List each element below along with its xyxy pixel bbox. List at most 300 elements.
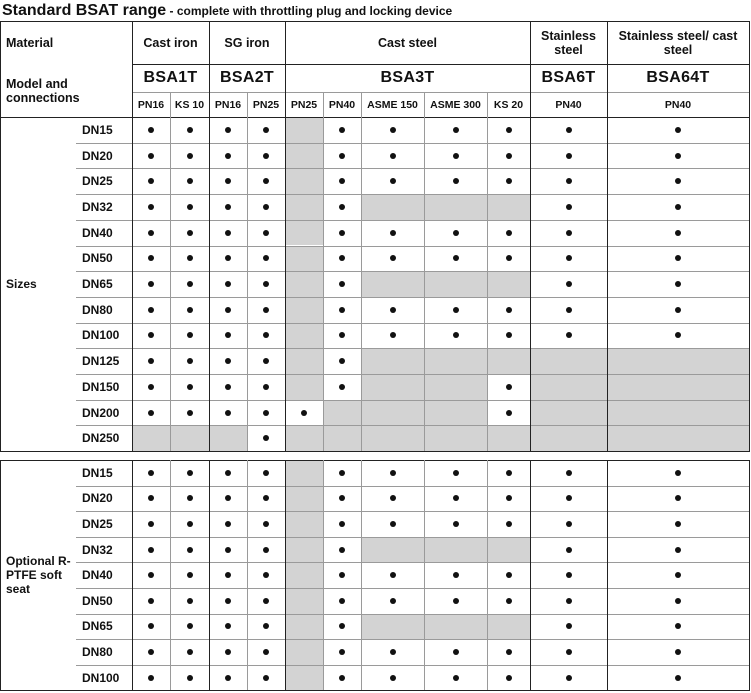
unavailable-cell [487, 271, 530, 297]
grid-line [170, 460, 171, 690]
available-dot [339, 153, 345, 159]
available-dot [225, 178, 231, 184]
available-dot [187, 675, 193, 681]
available-dot [506, 153, 512, 159]
available-dot [566, 598, 572, 604]
available-dot [148, 178, 154, 184]
grid-line [424, 117, 425, 451]
available-dot [390, 307, 396, 313]
size-label: DN40 [82, 225, 113, 240]
unavailable-cell [285, 117, 323, 143]
available-dot [675, 521, 681, 527]
available-dot [675, 230, 681, 236]
available-dot [390, 675, 396, 681]
material-label: Material [6, 35, 54, 50]
grid-line [247, 117, 248, 451]
available-dot [339, 470, 345, 476]
available-dot [339, 384, 345, 390]
material-header: Stainless steel/ cast steel [618, 28, 738, 57]
size-label: DN65 [82, 619, 113, 634]
grid-line [607, 460, 608, 690]
available-dot [148, 495, 154, 501]
grid-line [323, 92, 324, 117]
grid-line [0, 460, 750, 461]
available-dot [225, 598, 231, 604]
grid-line [0, 460, 1, 690]
grid-line [530, 21, 531, 117]
available-dot [225, 153, 231, 159]
material-header: Cast steel [377, 35, 438, 50]
available-dot [263, 384, 269, 390]
size-label: DN50 [82, 251, 113, 266]
available-dot [225, 675, 231, 681]
available-dot [225, 521, 231, 527]
grid-line [323, 117, 324, 451]
grid-line [76, 639, 750, 640]
connection-header: PN25 [252, 98, 280, 111]
unavailable-cell [530, 425, 607, 451]
available-dot [148, 332, 154, 338]
available-dot [225, 204, 231, 210]
size-label: DN250 [82, 431, 120, 446]
available-dot [453, 598, 459, 604]
available-dot [225, 470, 231, 476]
grid-line [76, 194, 750, 195]
available-dot [263, 307, 269, 313]
available-dot [506, 675, 512, 681]
available-dot [453, 675, 459, 681]
connection-header: PN40 [664, 98, 692, 111]
available-dot [187, 332, 193, 338]
available-dot [225, 649, 231, 655]
available-dot [506, 572, 512, 578]
available-dot [339, 547, 345, 553]
available-dot [453, 153, 459, 159]
grid-line [285, 460, 286, 690]
available-dot [453, 332, 459, 338]
available-dot [453, 178, 459, 184]
unavailable-cell [361, 614, 424, 640]
available-dot [390, 495, 396, 501]
unavailable-cell [209, 425, 247, 451]
available-dot [187, 358, 193, 364]
available-dot [339, 598, 345, 604]
size-label: DN20 [82, 148, 113, 163]
grid-line [487, 92, 488, 117]
unavailable-cell [424, 194, 487, 220]
available-dot [263, 358, 269, 364]
unavailable-cell [530, 400, 607, 426]
grid-line [607, 21, 608, 117]
grid-line [170, 117, 171, 451]
available-dot [506, 384, 512, 390]
available-dot [263, 675, 269, 681]
unavailable-cell [487, 425, 530, 451]
unavailable-cell [323, 425, 361, 451]
available-dot [225, 127, 231, 133]
available-dot [187, 127, 193, 133]
size-label: DN80 [82, 302, 113, 317]
grid-line [76, 374, 750, 375]
size-label: DN50 [82, 593, 113, 608]
grid-line [247, 92, 248, 117]
available-dot [148, 127, 154, 133]
size-label: DN200 [82, 405, 120, 420]
unavailable-cell [361, 400, 424, 426]
available-dot [390, 178, 396, 184]
grid-line [424, 92, 425, 117]
unavailable-cell [285, 323, 323, 349]
grid-line [76, 297, 750, 298]
grid-line [132, 92, 750, 93]
available-dot [148, 547, 154, 553]
unavailable-cell [285, 665, 323, 691]
available-dot [566, 178, 572, 184]
available-dot [566, 649, 572, 655]
available-dot [339, 495, 345, 501]
available-dot [263, 127, 269, 133]
unavailable-cell [424, 425, 487, 451]
section-label: Sizes [6, 277, 37, 292]
unavailable-cell [487, 348, 530, 374]
available-dot [225, 307, 231, 313]
available-dot [675, 470, 681, 476]
unavailable-cell [285, 562, 323, 588]
available-dot [148, 307, 154, 313]
available-dot [566, 547, 572, 553]
unavailable-cell [285, 271, 323, 297]
unavailable-cell [285, 639, 323, 665]
available-dot [187, 495, 193, 501]
model-header: BSA2T [220, 69, 274, 86]
grid-line [0, 690, 750, 691]
connection-header: KS 20 [493, 98, 524, 111]
available-dot [339, 649, 345, 655]
grid-line [76, 562, 750, 563]
grid-line [209, 21, 210, 117]
available-dot [187, 178, 193, 184]
available-dot [566, 153, 572, 159]
unavailable-cell [285, 614, 323, 640]
available-dot [339, 623, 345, 629]
unavailable-cell [285, 537, 323, 563]
available-dot [148, 470, 154, 476]
available-dot [675, 675, 681, 681]
unavailable-cell [424, 614, 487, 640]
material-header: Stainless steel [541, 28, 596, 57]
unavailable-cell [487, 614, 530, 640]
available-dot [263, 470, 269, 476]
available-dot [506, 521, 512, 527]
grid-line [76, 400, 750, 401]
available-dot [453, 307, 459, 313]
unavailable-cell [323, 400, 361, 426]
available-dot [675, 255, 681, 261]
grid-line [607, 117, 608, 451]
available-dot [566, 572, 572, 578]
available-dot [263, 204, 269, 210]
available-dot [506, 470, 512, 476]
grid-line [361, 92, 362, 117]
size-label: DN25 [82, 516, 113, 531]
connection-header: ASME 300 [430, 98, 481, 111]
grid-line [749, 117, 750, 451]
available-dot [566, 675, 572, 681]
available-dot [390, 470, 396, 476]
available-dot [225, 495, 231, 501]
section-label: Optional R-PTFE soft seat [6, 554, 71, 597]
available-dot [453, 127, 459, 133]
grid-line [487, 460, 488, 690]
available-dot [675, 332, 681, 338]
grid-line [530, 117, 531, 451]
available-dot [148, 598, 154, 604]
available-dot [263, 623, 269, 629]
unavailable-cell [487, 194, 530, 220]
grid-line [76, 537, 750, 538]
size-label: DN150 [82, 379, 120, 394]
unavailable-cell [132, 425, 170, 451]
available-dot [148, 572, 154, 578]
available-dot [390, 153, 396, 159]
grid-line [749, 21, 750, 117]
available-dot [390, 572, 396, 578]
available-dot [225, 384, 231, 390]
available-dot [675, 547, 681, 553]
available-dot [453, 230, 459, 236]
available-dot [339, 178, 345, 184]
model-header: BSA6T [541, 69, 596, 86]
available-dot [675, 495, 681, 501]
material-header: Cast iron [143, 35, 198, 50]
available-dot [263, 178, 269, 184]
available-dot [566, 204, 572, 210]
available-dot [506, 649, 512, 655]
available-dot [263, 281, 269, 287]
available-dot [675, 204, 681, 210]
available-dot [148, 255, 154, 261]
grid-line [76, 348, 750, 349]
available-dot [453, 255, 459, 261]
available-dot [339, 255, 345, 261]
available-dot [566, 470, 572, 476]
grid-line [209, 117, 210, 451]
available-dot [390, 521, 396, 527]
unavailable-cell [285, 246, 323, 272]
available-dot [506, 230, 512, 236]
unavailable-cell [285, 220, 323, 246]
available-dot [566, 127, 572, 133]
available-dot [263, 410, 269, 416]
grid-line [285, 117, 286, 451]
available-dot [453, 649, 459, 655]
available-dot [225, 255, 231, 261]
available-dot [566, 281, 572, 287]
unavailable-cell [361, 537, 424, 563]
available-dot [339, 675, 345, 681]
available-dot [263, 332, 269, 338]
available-dot [339, 230, 345, 236]
available-dot [148, 410, 154, 416]
available-dot [675, 127, 681, 133]
grid-line [209, 460, 210, 690]
size-label: DN25 [82, 174, 113, 189]
available-dot [187, 230, 193, 236]
available-dot [390, 230, 396, 236]
grid-line [132, 64, 750, 65]
available-dot [506, 307, 512, 313]
available-dot [339, 281, 345, 287]
unavailable-cell [361, 425, 424, 451]
grid-line [76, 168, 750, 169]
connection-header: ASME 150 [367, 98, 418, 111]
connection-header: PN40 [555, 98, 582, 111]
available-dot [453, 521, 459, 527]
available-dot [390, 598, 396, 604]
available-dot [675, 307, 681, 313]
available-dot [148, 521, 154, 527]
available-dot [566, 521, 572, 527]
unavailable-cell [285, 486, 323, 512]
unavailable-cell [607, 425, 749, 451]
unavailable-cell [285, 588, 323, 614]
unavailable-cell [424, 537, 487, 563]
unavailable-cell [607, 348, 749, 374]
available-dot [187, 410, 193, 416]
size-label: DN65 [82, 277, 113, 292]
available-dot [390, 127, 396, 133]
unavailable-cell [361, 348, 424, 374]
available-dot [148, 358, 154, 364]
available-dot [187, 572, 193, 578]
available-dot [506, 410, 512, 416]
grid-line [76, 425, 750, 426]
title-subtitle: - complete with throttling plug and locking device [166, 4, 453, 18]
available-dot [263, 230, 269, 236]
available-dot [453, 470, 459, 476]
available-dot [263, 649, 269, 655]
available-dot [187, 649, 193, 655]
available-dot [339, 521, 345, 527]
available-dot [187, 204, 193, 210]
available-dot [263, 153, 269, 159]
grid-line [76, 511, 750, 512]
model-header: BSA3T [380, 69, 435, 86]
available-dot [390, 649, 396, 655]
available-dot [148, 153, 154, 159]
available-dot [148, 623, 154, 629]
grid-line [530, 460, 531, 690]
model-label: Model and connections [6, 76, 80, 105]
unavailable-cell [285, 168, 323, 194]
size-label: DN32 [82, 199, 113, 214]
unavailable-cell [607, 374, 749, 400]
connection-header: PN25 [290, 98, 318, 111]
unavailable-cell [285, 297, 323, 323]
model-header: BSA64T [646, 69, 710, 86]
available-dot [390, 255, 396, 261]
available-dot [339, 572, 345, 578]
available-dot [225, 281, 231, 287]
available-dot [225, 332, 231, 338]
unavailable-cell [487, 537, 530, 563]
size-label: DN32 [82, 542, 113, 557]
available-dot [148, 649, 154, 655]
grid-line [132, 21, 133, 117]
grid-line [76, 143, 750, 144]
unavailable-cell [424, 400, 487, 426]
available-dot [566, 623, 572, 629]
title-main: Standard BSAT range [2, 2, 167, 19]
available-dot [148, 281, 154, 287]
grid-line [0, 117, 1, 451]
available-dot [675, 649, 681, 655]
available-dot [453, 572, 459, 578]
grid-line [76, 486, 750, 487]
grid-line [424, 460, 425, 690]
grid-line [76, 614, 750, 615]
unavailable-cell [530, 374, 607, 400]
grid-line [285, 21, 286, 117]
available-dot [148, 675, 154, 681]
available-dot [187, 547, 193, 553]
unavailable-cell [285, 194, 323, 220]
available-dot [339, 127, 345, 133]
size-label: DN125 [82, 354, 120, 369]
available-dot [263, 495, 269, 501]
grid-line [361, 117, 362, 451]
available-dot [263, 547, 269, 553]
grid-line [76, 271, 750, 272]
available-dot [263, 598, 269, 604]
available-dot [566, 255, 572, 261]
grid-line [0, 117, 750, 118]
grid-line [76, 246, 750, 247]
available-dot [187, 255, 193, 261]
available-dot [675, 598, 681, 604]
available-dot [339, 204, 345, 210]
grid-line [323, 460, 324, 690]
available-dot [225, 623, 231, 629]
unavailable-cell [285, 425, 323, 451]
available-dot [506, 598, 512, 604]
available-dot [506, 332, 512, 338]
available-dot [566, 495, 572, 501]
connection-header: PN16 [137, 98, 165, 111]
grid-line [76, 588, 750, 589]
grid-line [132, 460, 133, 690]
available-dot [506, 495, 512, 501]
available-dot [675, 572, 681, 578]
grid-line [247, 460, 248, 690]
available-dot [187, 153, 193, 159]
unavailable-cell [285, 143, 323, 169]
available-dot [225, 547, 231, 553]
available-dot [390, 332, 396, 338]
available-dot [506, 255, 512, 261]
available-dot [675, 623, 681, 629]
size-label: DN80 [82, 644, 113, 659]
unavailable-cell [285, 348, 323, 374]
size-label: DN40 [82, 568, 113, 583]
grid-line [0, 451, 750, 452]
available-dot [675, 153, 681, 159]
available-dot [148, 204, 154, 210]
available-dot [263, 572, 269, 578]
available-dot [566, 307, 572, 313]
available-dot [187, 384, 193, 390]
available-dot [566, 332, 572, 338]
